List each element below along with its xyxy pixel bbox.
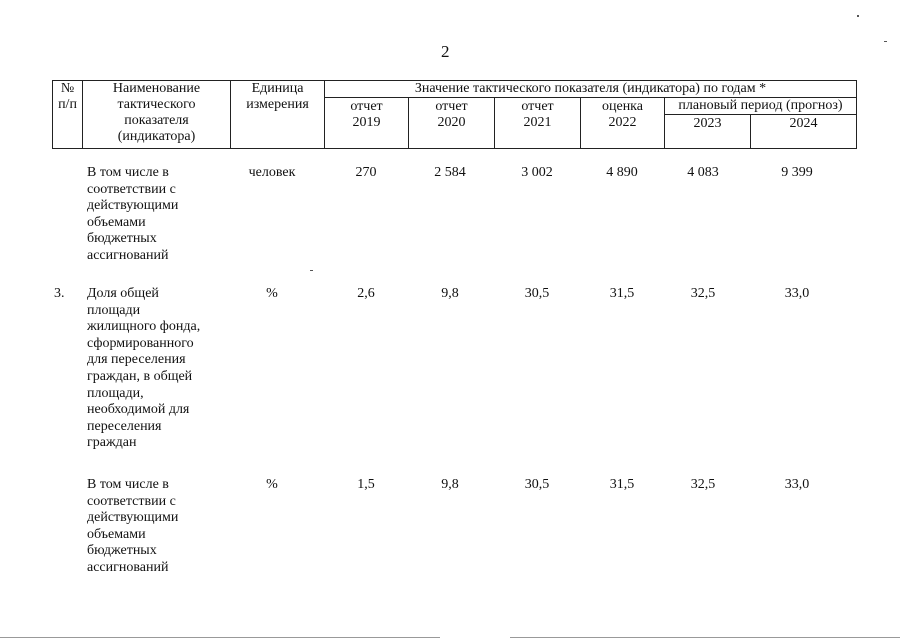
row-1-value-2020: 2 584 <box>434 165 466 180</box>
scan-mark <box>857 15 859 17</box>
row-2-value-2021: 30,5 <box>524 286 550 301</box>
row-3-value-2020: 9,8 <box>441 477 459 492</box>
header-year-2023: 2023 <box>665 115 751 149</box>
row-1-value-2019: 270 <box>355 165 377 180</box>
row-1-value-2024: 9 399 <box>781 165 813 180</box>
row-3-value-2021: 30,5 <box>524 477 550 492</box>
row-3-unit: % <box>266 477 278 492</box>
row-2-name: Доля общей площади жилищного фонда, сформированного для переселения граждан, в общей площади, необходимой для переселения граждан <box>87 286 201 451</box>
header-values-group: Значение тактического показателя (индикатора) по годам * <box>325 81 857 98</box>
row-2-value-2024: 33,0 <box>784 286 810 301</box>
row-2-num: 3. <box>54 286 65 301</box>
header-unit: Единица измерения <box>231 81 325 149</box>
row-1-name: В том числе в соответствии с действующими объемами бюджетных ассигнований <box>87 165 179 263</box>
header-year-2020: отчет 2020 <box>409 98 495 149</box>
row-2-value-2020: 9,8 <box>441 286 459 301</box>
row-1-value-2022: 4 890 <box>606 165 638 180</box>
row-3-value-2023: 32,5 <box>690 477 716 492</box>
header-year-2024: 2024 <box>751 115 857 149</box>
page-number: 2 <box>441 42 450 61</box>
row-1-unit: человек <box>248 165 296 180</box>
header-plan-group: плановый период (прогноз) <box>665 98 857 115</box>
scan-mark <box>510 637 900 638</box>
row-2-value-2022: 31,5 <box>609 286 635 301</box>
row-1-value-2021: 3 002 <box>521 165 553 180</box>
row-3-name: В том числе в соответствии с действующими объемами бюджетных ассигнований <box>87 477 179 575</box>
row-2-value-2023: 32,5 <box>690 286 716 301</box>
row-3-value-2019: 1,5 <box>357 477 375 492</box>
header-year-2022: оценка 2022 <box>581 98 665 149</box>
row-3-value-2022: 31,5 <box>609 477 635 492</box>
header-num: № п/п <box>53 81 83 149</box>
scan-mark <box>310 270 313 271</box>
header-year-2019: отчет 2019 <box>325 98 409 149</box>
scan-mark <box>0 637 440 638</box>
row-2-value-2019: 2,6 <box>357 286 375 301</box>
row-1-value-2023: 4 083 <box>687 165 719 180</box>
scan-mark <box>884 41 887 42</box>
header-year-2021: отчет 2021 <box>495 98 581 149</box>
row-2-unit: % <box>266 286 278 301</box>
header-name: Наименование тактического показателя (индикатора) <box>83 81 231 149</box>
row-3-value-2024: 33,0 <box>784 477 810 492</box>
